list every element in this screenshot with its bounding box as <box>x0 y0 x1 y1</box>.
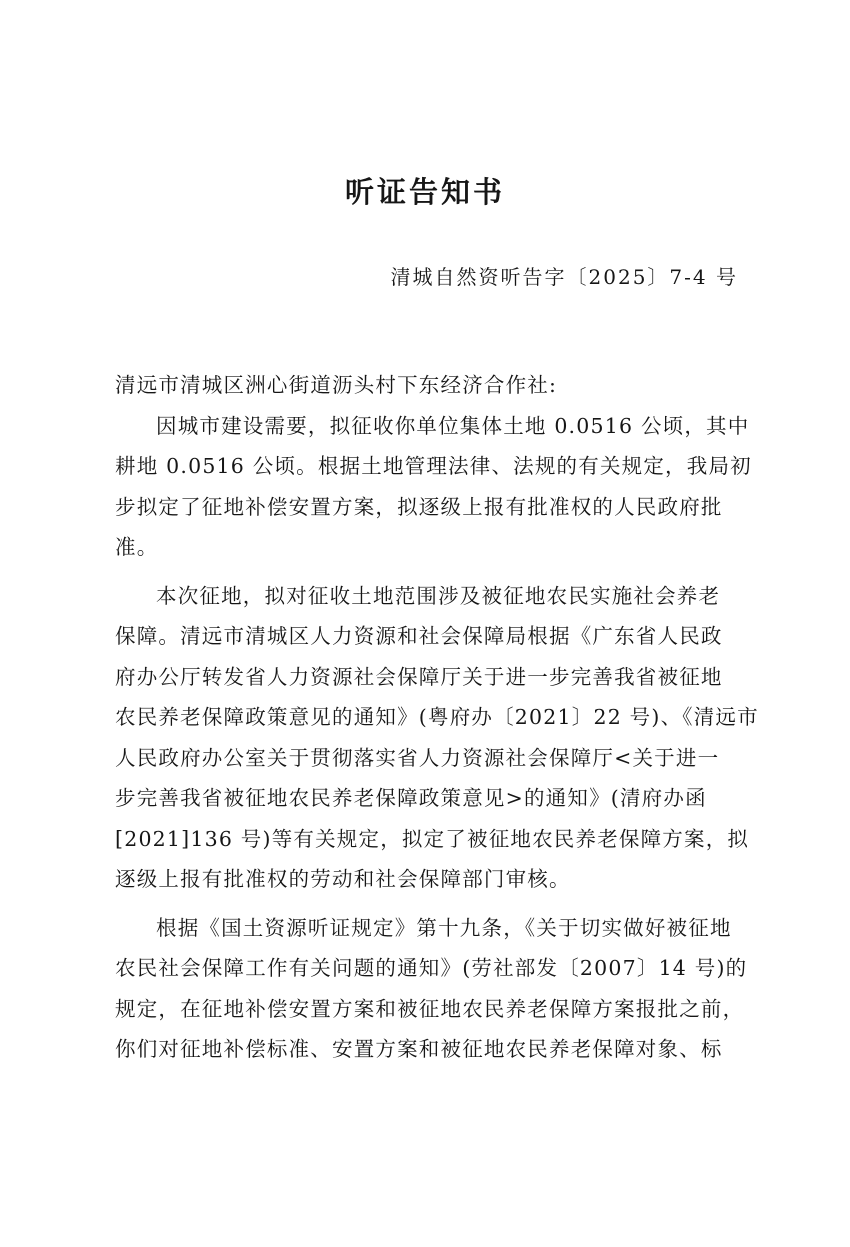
paragraph-line: 逐级上报有批准权的劳动和社会保障部门审核。 <box>115 867 571 891</box>
document-body <box>115 365 759 1070</box>
addressee-line: 清远市清城区洲心街道沥头村下东经济合作社: <box>115 373 558 397</box>
paragraph-line: 步完善我省被征地农民养老保障政策意见>的通知》(清府办函 <box>115 786 707 810</box>
paragraph-line: 人民政府办公室关于贯彻落实省人力资源社会保障厅<关于进一 <box>115 745 720 770</box>
document-title: 听证告知书 <box>344 175 505 209</box>
paragraph-spacing <box>115 568 745 576</box>
document-number: 清城自然资听告字〔2025〕7-4 号 <box>390 265 738 289</box>
paragraph-line: 根据《国土资源听证规定》第十九条，《关于切实做好被征地 <box>156 915 732 940</box>
paragraph-line: 农民社会保障工作有关问题的通知》(劳社部发〔2007〕14 号)的 <box>115 956 748 980</box>
paragraph-1 <box>115 406 752 568</box>
paragraph-line: 本次征地，拟对征收土地范围涉及被征地农民实施社会养老 <box>156 583 721 608</box>
paragraph-line: 步拟定了征地补偿安置方案，拟逐级上报有批准权的人民政府批 <box>115 494 723 519</box>
paragraph-line: 你们对征地补偿标准、安置方案和被征地农民养老保障对象、标 <box>115 1037 723 1061</box>
paragraph-3 <box>115 908 748 1070</box>
paragraph-line: 规定，在征地补偿安置方案和被征地农民养老保障方案报批之前， <box>115 996 745 1021</box>
paragraph-line: 保障。清远市清城区人力资源和社会保障局根据《广东省人民政 <box>115 624 723 648</box>
paragraph-line: [2021]136 号)等有关规定，拟定了被征地农民养老保障方案，拟 <box>115 826 750 851</box>
paragraph-line: 府办公厅转发省人力资源社会保障厅关于进一步完善我省被征地 <box>115 664 723 689</box>
paragraph-line: 准。 <box>115 535 159 559</box>
paragraph-2 <box>115 576 759 900</box>
paragraph-line: 因城市建设需要，拟征收你单位集体土地 0.0516 公顷，其中 <box>156 413 750 438</box>
paragraph-line: 耕地 0.0516 公顷。根据土地管理法律、法规的有关规定，我局初 <box>115 454 752 478</box>
paragraph-line: 农民养老保障政策意见的通知》(粤府办〔2021〕22 号)、《清远市 <box>115 705 759 729</box>
paragraph-spacing <box>115 900 745 908</box>
